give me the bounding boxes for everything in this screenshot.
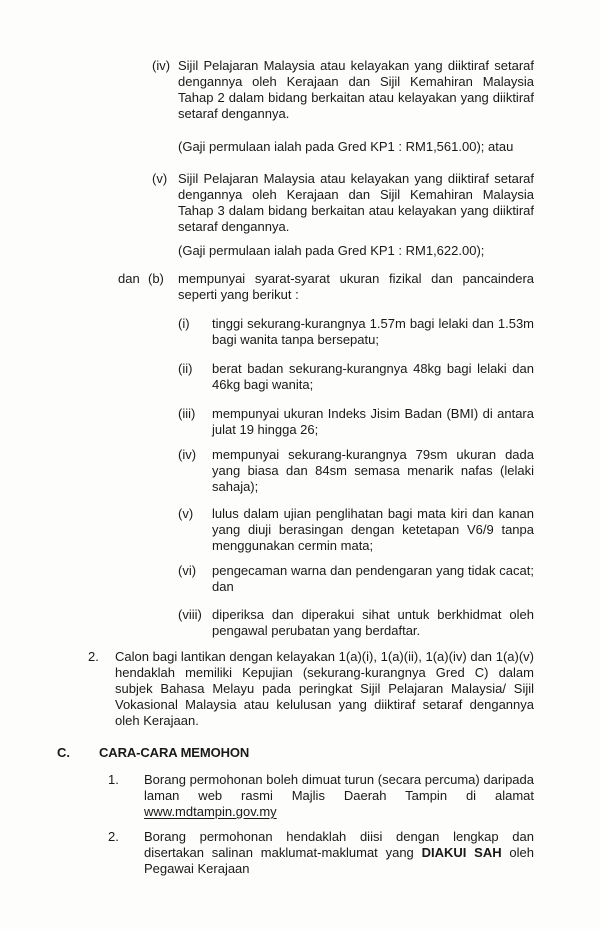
list-marker: 2. [108,829,119,844]
list-item-text [144,772,534,820]
list-item-a-iv [152,58,534,122]
list-marker: (iv) [178,447,197,462]
salary-note: (Gaji permulaan ialah pada Gred KP1 : RM1,622.00); [178,243,485,258]
list-marker: (iv) [152,58,171,73]
section-title: CARA-CARA MEMOHON [99,745,250,760]
list-item-text: Calon bagi lantikan dengan kelayakan 1(a)(i), 1(a)(ii), 1(a)(iv) dan 1(a)(v) hendaklah memiliki Kepujian (sekurang-kurangnya Gred C) dalam subjek Bahasa Melayu pada peringkat Sijil Pelajaran Malaysia/ Sijil Vokasional Malaysia atau kelulusan yang diiktiraf setaraf dengannya oleh Kerajaan. [115,649,534,728]
section-marker: C. [57,745,70,760]
list-item-text: mempunyai sekurang-kurangnya 79sm ukuran dada yang biasa dan 84sm semasa menarik nafas (lelaki sahaja); [212,447,534,494]
list-item-text: lulus dalam ujian penglihatan bagi mata kiri dan kanan yang diuji berasingan dengan ketetapan V6/9 tanpa menggunakan cermin mata; [212,506,534,553]
conjunction-label: dan [118,271,140,286]
link-line [144,804,534,820]
list-marker: (b) [148,271,164,286]
list-item-text: pengecaman warna dan pendengaran yang tidak cacat; dan [212,563,534,594]
list-item-text [144,829,534,877]
list-item-text: diperiksa dan diperakui sihat untuk berkhidmat oleh pengawal perubatan yang berdaftar. [212,607,534,638]
list-marker: (vi) [178,563,197,578]
list-marker: (viii) [178,607,202,622]
physical-req-item [178,316,534,348]
numbered-item-2 [88,649,534,729]
list-marker: (v) [152,171,168,186]
document-content [0,58,600,877]
section-c-item-1 [108,772,534,820]
website-link[interactable]: www.mdtampin.gov.my [144,804,277,819]
list-item-b [118,271,534,303]
list-item-text: mempunyai ukuran Indeks Jisim Badan (BMI) di antara julat 19 hingga 26; [212,406,534,437]
physical-req-item [178,506,534,554]
list-item-text: mempunyai syarat-syarat ukuran fizikal dan pancaindera seperti yang berikut : [178,271,534,302]
list-item-text: tinggi sekurang-kurangnya 1.57m bagi lelaki dan 1.53m bagi wanita tanpa bersepatu; [212,316,534,347]
physical-req-item [178,361,534,393]
list-marker: 1. [108,772,119,787]
list-item-text: Sijil Pelajaran Malaysia atau kelayakan yang diiktiraf setaraf dengannya oleh Kerajaan dan Sijil Kemahiran Malaysia Tahap 3 dalam bidang berkaitan atau kelayakan yang diiktiraf setaraf dengannya. [178,171,534,234]
section-c-item-2 [108,829,534,877]
item-body-text: Borang permohonan boleh dimuat turun (secara percuma) daripada laman web rasmi Majlis Daerah Tampin di alamat [144,772,534,803]
list-item-text: berat badan sekurang-kurangnya 48kg bagi lelaki dan 46kg bagi wanita; [212,361,534,392]
list-marker: (iii) [178,406,196,421]
list-marker: (v) [178,506,194,521]
list-marker: (ii) [178,361,193,376]
list-item-a-v [152,171,534,235]
list-marker: 2. [88,649,99,664]
item-body-text: Borang permohonan hendaklah diisi dengan lengkap dan disertakan salinan maklumat-maklumat yang [144,829,534,860]
list-marker: (i) [178,316,190,331]
physical-req-item [178,406,534,438]
bold-emphasis: DIAKUI SAH [421,845,502,860]
physical-req-item [178,563,534,595]
item-body-text: oleh Pegawai Kerajaan [144,845,534,876]
physical-req-item [178,447,534,495]
salary-note: (Gaji permulaan ialah pada Gred KP1 : RM1,561.00); atau [178,139,514,154]
section-c-heading [57,745,600,761]
physical-req-item [178,607,534,639]
list-item-text: Sijil Pelajaran Malaysia atau kelayakan yang diiktiraf setaraf dengannya oleh Kerajaan dan Sijil Kemahiran Malaysia Tahap 2 dalam bidang berkaitan atau kelayakan yang diiktiraf setaraf dengannya. [178,58,534,121]
